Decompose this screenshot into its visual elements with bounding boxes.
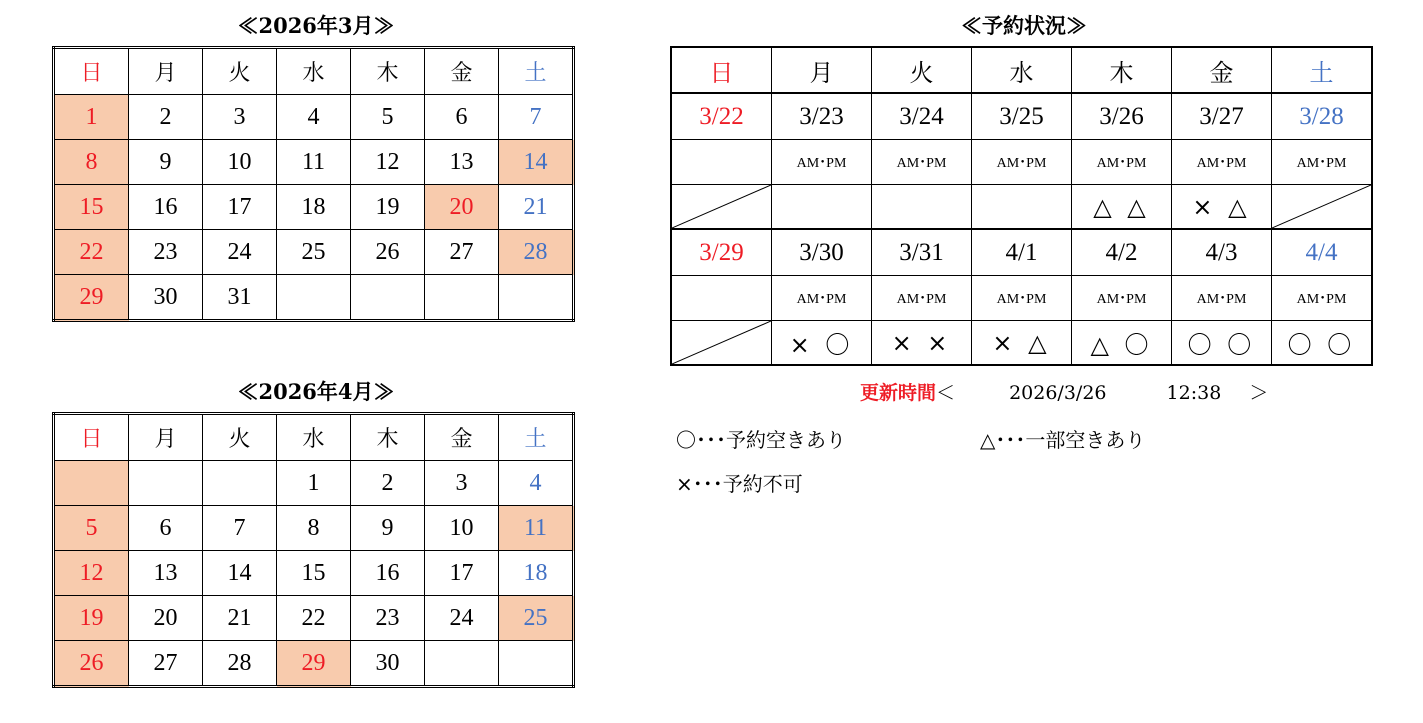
- day-cell: 9: [129, 140, 203, 185]
- day-cell: [425, 275, 499, 321]
- day-cell: 28: [203, 641, 277, 687]
- day-cell: 9: [351, 506, 425, 551]
- date-cell: 3/22: [671, 93, 772, 140]
- weekday-mon: 月: [129, 48, 203, 95]
- update-time-value: 12:38: [1166, 382, 1222, 404]
- day-cell: 14: [203, 551, 277, 596]
- update-time: [860, 378, 1268, 405]
- day-cell: 7: [499, 95, 574, 140]
- diagonal-line-icon: [1272, 185, 1371, 228]
- day-cell: 4: [499, 461, 574, 506]
- day-cell: 24: [425, 596, 499, 641]
- date-cell: 3/27: [1172, 93, 1272, 140]
- weekday-thu: 木: [351, 48, 425, 95]
- day-cell: 6: [129, 506, 203, 551]
- day-cell: 3: [203, 95, 277, 140]
- day-cell: 19: [351, 185, 425, 230]
- weekday-fri: 金: [1172, 47, 1272, 93]
- ampm-cell: AM･PM: [972, 276, 1072, 321]
- date-cell: 3/31: [872, 229, 972, 276]
- day-cell: 30: [129, 275, 203, 321]
- day-cell: [499, 641, 574, 687]
- ampm-cell: AM･PM: [1272, 140, 1373, 185]
- legend-available: 〇･･･予約空きあり: [676, 428, 846, 452]
- day-cell: [277, 275, 351, 321]
- ampm-row: [671, 140, 1372, 185]
- weekday-mon: 月: [772, 47, 872, 93]
- day-cell: 19: [54, 596, 129, 641]
- day-cell: 10: [203, 140, 277, 185]
- weekday-mon: 月: [129, 414, 203, 461]
- ampm-cell: AM･PM: [872, 276, 972, 321]
- day-cell: 28: [499, 230, 574, 275]
- day-cell: 22: [54, 230, 129, 275]
- day-cell: 11: [499, 506, 574, 551]
- status-cell: △ △: [1072, 185, 1172, 230]
- weekday-tue: 火: [203, 48, 277, 95]
- day-cell: 16: [351, 551, 425, 596]
- calendar-week: [54, 551, 574, 596]
- date-cell: 4/2: [1072, 229, 1172, 276]
- date-cell: 3/28: [1272, 93, 1373, 140]
- day-cell: 23: [129, 230, 203, 275]
- day-cell: 29: [54, 275, 129, 321]
- day-cell: 10: [425, 506, 499, 551]
- day-cell: 30: [351, 641, 425, 687]
- day-cell: 7: [203, 506, 277, 551]
- day-cell: 15: [277, 551, 351, 596]
- day-cell: 20: [425, 185, 499, 230]
- status-cell: 〇 〇: [1172, 321, 1272, 366]
- day-cell: 14: [499, 140, 574, 185]
- day-cell: [54, 461, 129, 506]
- date-cell: 4/1: [972, 229, 1072, 276]
- ampm-cell: AM･PM: [1072, 276, 1172, 321]
- day-cell: 8: [54, 140, 129, 185]
- calendar-week: [54, 95, 574, 140]
- calendar-week: [54, 275, 574, 321]
- day-cell: 8: [277, 506, 351, 551]
- day-cell: 12: [351, 140, 425, 185]
- diagonal-line-icon: [672, 185, 771, 228]
- date-cell: 3/26: [1072, 93, 1172, 140]
- weekday-thu: 木: [1072, 47, 1172, 93]
- day-cell: 21: [499, 185, 574, 230]
- day-cell: [351, 275, 425, 321]
- day-cell: [425, 641, 499, 687]
- day-cell: [499, 275, 574, 321]
- ampm-cell: AM･PM: [872, 140, 972, 185]
- weekday-thu: 木: [351, 414, 425, 461]
- day-cell: 23: [351, 596, 425, 641]
- status-cell: [772, 185, 872, 230]
- ampm-cell: AM･PM: [772, 140, 872, 185]
- weekday-sat: 土: [499, 414, 574, 461]
- diagonal-line-icon: [672, 321, 771, 364]
- day-cell: 1: [54, 95, 129, 140]
- ampm-cell: AM･PM: [772, 276, 872, 321]
- day-cell: 31: [203, 275, 277, 321]
- calendar-week: [54, 506, 574, 551]
- day-cell: 1: [277, 461, 351, 506]
- date-cell: 3/25: [972, 93, 1072, 140]
- weekday-sun: 日: [671, 47, 772, 93]
- day-cell: 24: [203, 230, 277, 275]
- reservation-date-row: [671, 229, 1372, 276]
- status-row: [671, 321, 1372, 366]
- closed-slash-cell: [671, 185, 772, 230]
- day-cell: 25: [277, 230, 351, 275]
- day-cell: 13: [129, 551, 203, 596]
- day-cell: 20: [129, 596, 203, 641]
- day-cell: 15: [54, 185, 129, 230]
- weekday-fri: 金: [425, 414, 499, 461]
- ampm-cell: [671, 276, 772, 321]
- date-cell: 3/30: [772, 229, 872, 276]
- update-date: 2026/3/26: [1009, 382, 1107, 404]
- day-cell: 26: [54, 641, 129, 687]
- status-row: [671, 185, 1372, 230]
- status-cell: × △: [1172, 185, 1272, 230]
- ampm-cell: AM･PM: [1272, 276, 1373, 321]
- calendar-week: [54, 461, 574, 506]
- march-calendar: [52, 46, 575, 322]
- status-cell: [872, 185, 972, 230]
- status-cell: × ×: [872, 321, 972, 366]
- status-cell: △ 〇: [1072, 321, 1172, 366]
- day-cell: 2: [129, 95, 203, 140]
- calendar-week: [54, 641, 574, 687]
- day-cell: 18: [277, 185, 351, 230]
- date-cell: 4/3: [1172, 229, 1272, 276]
- day-cell: 27: [425, 230, 499, 275]
- status-cell: × 〇: [772, 321, 872, 366]
- day-cell: 22: [277, 596, 351, 641]
- date-cell: 3/23: [772, 93, 872, 140]
- update-open-bracket: ＜: [936, 382, 956, 404]
- day-cell: 17: [425, 551, 499, 596]
- date-cell: 3/29: [671, 229, 772, 276]
- day-cell: 16: [129, 185, 203, 230]
- weekday-wed: 水: [277, 414, 351, 461]
- day-cell: 21: [203, 596, 277, 641]
- calendar-week: [54, 596, 574, 641]
- day-cell: 12: [54, 551, 129, 596]
- march-calendar-title: ≪2026年3月≫: [237, 13, 395, 38]
- reservation-title: ≪予約状況≫: [961, 13, 1087, 38]
- date-cell: 4/4: [1272, 229, 1373, 276]
- day-cell: 2: [351, 461, 425, 506]
- day-cell: 27: [129, 641, 203, 687]
- ampm-cell: AM･PM: [1072, 140, 1172, 185]
- weekday-fri: 金: [425, 48, 499, 95]
- day-cell: 13: [425, 140, 499, 185]
- day-cell: 4: [277, 95, 351, 140]
- ampm-row: [671, 276, 1372, 321]
- reservation-date-row: [671, 93, 1372, 140]
- day-cell: 29: [277, 641, 351, 687]
- april-calendar-title: ≪2026年4月≫: [237, 379, 395, 404]
- day-cell: 17: [203, 185, 277, 230]
- weekday-sun: 日: [54, 48, 129, 95]
- ampm-cell: AM･PM: [1172, 276, 1272, 321]
- closed-slash-cell: [671, 321, 772, 366]
- ampm-cell: AM･PM: [1172, 140, 1272, 185]
- weekday-tue: 火: [872, 47, 972, 93]
- ampm-cell: [671, 140, 772, 185]
- update-label: 更新時間: [860, 382, 937, 404]
- legend-partial: △･･･一部空きあり: [980, 428, 1146, 452]
- status-cell: × △: [972, 321, 1072, 366]
- day-cell: [129, 461, 203, 506]
- reservation-table: [670, 46, 1373, 366]
- status-cell: [972, 185, 1072, 230]
- weekday-sat: 土: [499, 48, 574, 95]
- weekday-wed: 水: [972, 47, 1072, 93]
- update-close-bracket: ＞: [1249, 382, 1269, 404]
- calendar-week: [54, 185, 574, 230]
- date-cell: 3/24: [872, 93, 972, 140]
- status-cell: 〇 〇: [1272, 321, 1373, 366]
- weekday-sat: 土: [1272, 47, 1373, 93]
- weekday-sun: 日: [54, 414, 129, 461]
- day-cell: 18: [499, 551, 574, 596]
- day-cell: 26: [351, 230, 425, 275]
- april-calendar: [52, 412, 575, 688]
- legend-unavailable: ×･･･予約不可: [676, 472, 803, 496]
- day-cell: 25: [499, 596, 574, 641]
- day-cell: [203, 461, 277, 506]
- day-cell: 5: [351, 95, 425, 140]
- weekday-wed: 水: [277, 48, 351, 95]
- calendar-week: [54, 230, 574, 275]
- ampm-cell: AM･PM: [972, 140, 1072, 185]
- calendar-week: [54, 140, 574, 185]
- day-cell: 3: [425, 461, 499, 506]
- weekday-tue: 火: [203, 414, 277, 461]
- day-cell: 5: [54, 506, 129, 551]
- day-cell: 6: [425, 95, 499, 140]
- day-cell: 11: [277, 140, 351, 185]
- closed-slash-cell: [1272, 185, 1373, 230]
